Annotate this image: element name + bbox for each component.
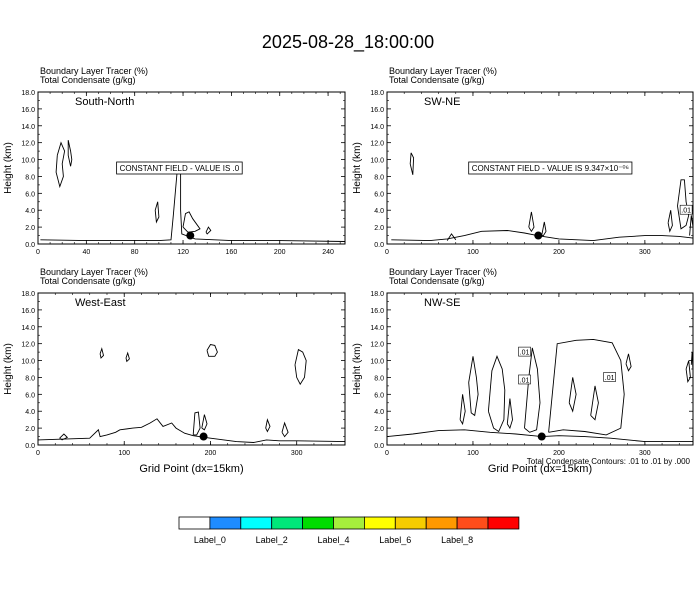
y-tick-label: 2.0 bbox=[25, 426, 35, 434]
colorbar-swatch bbox=[303, 517, 334, 529]
colorbar-label: Label_4 bbox=[317, 535, 350, 545]
x-tick-label: 160 bbox=[225, 249, 238, 256]
colorbar-swatch bbox=[334, 517, 365, 529]
contour-line bbox=[126, 353, 129, 361]
y-tick-label: 4.0 bbox=[25, 208, 35, 216]
y-tick-label: 18.0 bbox=[370, 90, 384, 97]
cross-section-label: South-North bbox=[75, 96, 135, 108]
y-tick-label: 14.0 bbox=[370, 123, 384, 131]
y-tick-label: 12.0 bbox=[370, 341, 384, 349]
y-tick-label: 14.0 bbox=[21, 123, 35, 131]
contour-line bbox=[690, 215, 693, 235]
panel-top-left bbox=[3, 66, 345, 256]
y-tick-label: 16.0 bbox=[370, 307, 384, 315]
contour-label-text: .01 bbox=[681, 207, 691, 215]
y-axis-title: Height (km) bbox=[3, 343, 14, 395]
panel-header-line2: Total Condensate (g/kg) bbox=[389, 75, 485, 85]
y-tick-label: 4.0 bbox=[25, 409, 35, 417]
contour-line bbox=[193, 412, 200, 435]
contour-label bbox=[519, 347, 531, 357]
y-tick-label: 0.0 bbox=[25, 242, 35, 249]
contour-line bbox=[626, 354, 631, 371]
y-tick-label: 10.0 bbox=[370, 358, 384, 366]
x-tick-label: 200 bbox=[273, 249, 286, 256]
contour-line bbox=[295, 350, 306, 385]
panel-header-line2: Total Condensate (g/kg) bbox=[40, 276, 136, 286]
contour-line bbox=[525, 348, 541, 432]
y-tick-label: 10.0 bbox=[21, 358, 35, 366]
y-tick-label: 12.0 bbox=[370, 140, 384, 148]
colorbar-label: Label_8 bbox=[441, 535, 474, 545]
contour-line bbox=[38, 419, 345, 443]
colorbar-label: Label_2 bbox=[255, 535, 288, 545]
contour-lines bbox=[40, 140, 345, 241]
y-tick-label: 0.0 bbox=[374, 242, 384, 249]
contour-lines bbox=[387, 339, 693, 441]
plot-frame bbox=[38, 293, 345, 445]
colorbar-legend bbox=[179, 517, 519, 545]
x-tick-label: 240 bbox=[322, 249, 334, 256]
colorbar-swatch bbox=[395, 517, 426, 529]
panel-bottom-left bbox=[3, 267, 345, 475]
y-tick-label: 2.0 bbox=[25, 225, 35, 233]
cross-section-label: SW-NE bbox=[424, 96, 461, 108]
plot-frame bbox=[387, 293, 693, 445]
contour-line bbox=[56, 143, 65, 187]
y-tick-label: 16.0 bbox=[21, 307, 35, 315]
y-tick-label: 10.0 bbox=[370, 157, 384, 165]
y-tick-label: 8.0 bbox=[374, 174, 384, 182]
x-tick-label: 80 bbox=[130, 249, 139, 256]
y-tick-label: 6.0 bbox=[25, 191, 35, 199]
y-tick-label: 2.0 bbox=[374, 426, 384, 434]
y-tick-label: 18.0 bbox=[21, 291, 35, 298]
y-axis-title: Height (km) bbox=[3, 142, 14, 194]
x-tick-label: 100 bbox=[118, 450, 131, 457]
contour-label bbox=[519, 375, 531, 385]
contour-line bbox=[206, 227, 211, 234]
x-axis-title: Grid Point (dx=15km) bbox=[139, 463, 244, 475]
y-tick-label: 2.0 bbox=[374, 225, 384, 233]
y-tick-label: 6.0 bbox=[374, 191, 384, 199]
contour-line bbox=[469, 356, 478, 415]
contour-line bbox=[207, 345, 217, 357]
colorbar-swatch bbox=[364, 517, 395, 529]
colorbar-swatch bbox=[457, 517, 488, 529]
y-tick-label: 4.0 bbox=[374, 208, 384, 216]
contour-label-text: .01 bbox=[604, 374, 615, 382]
contour-line bbox=[202, 415, 207, 430]
contour-line bbox=[569, 377, 576, 411]
constant-field-box bbox=[117, 162, 243, 174]
contour-line bbox=[410, 153, 413, 175]
location-marker bbox=[534, 232, 542, 240]
y-tick-label: 8.0 bbox=[25, 375, 35, 383]
contour-line bbox=[183, 212, 200, 232]
colorbar-swatch bbox=[488, 517, 519, 529]
constant-field-text: CONSTANT FIELD - VALUE IS 9.347×10⁻⁰⁶ bbox=[471, 164, 629, 173]
colorbar-swatch bbox=[179, 517, 210, 529]
y-tick-label: 12.0 bbox=[21, 140, 35, 148]
panel-header-line1: Boundary Layer Tracer (%) bbox=[40, 66, 149, 76]
x-axis-title: Grid Point (dx=15km) bbox=[487, 463, 593, 475]
x-tick-label: 200 bbox=[204, 450, 217, 457]
x-tick-label: 0 bbox=[36, 450, 40, 457]
y-tick-label: 16.0 bbox=[21, 106, 35, 114]
y-tick-label: 8.0 bbox=[25, 174, 35, 182]
contour-line bbox=[507, 399, 512, 429]
colorbar-swatch bbox=[426, 517, 457, 529]
contour-line bbox=[686, 361, 690, 382]
contour-label bbox=[604, 372, 616, 382]
panel-header-line2: Total Condensate (g/kg) bbox=[40, 75, 136, 85]
contour-line bbox=[266, 420, 270, 432]
panels bbox=[3, 66, 693, 475]
x-tick-label: 200 bbox=[553, 249, 565, 256]
y-tick-label: 8.0 bbox=[374, 375, 384, 383]
y-tick-label: 4.0 bbox=[374, 409, 384, 417]
contour-line bbox=[488, 356, 504, 431]
y-tick-label: 18.0 bbox=[21, 90, 35, 97]
y-tick-label: 0.0 bbox=[25, 443, 35, 450]
panel-top-right bbox=[352, 66, 693, 256]
y-tick-label: 6.0 bbox=[25, 392, 35, 400]
x-tick-label: 300 bbox=[639, 450, 651, 457]
colorbar-swatch bbox=[272, 517, 303, 529]
y-tick-label: 18.0 bbox=[370, 291, 384, 298]
colorbar-swatch bbox=[210, 517, 241, 529]
contour-label-text: .01 bbox=[519, 377, 530, 385]
contour-label bbox=[680, 205, 692, 215]
constant-field-box bbox=[469, 162, 632, 174]
location-marker bbox=[538, 433, 546, 441]
y-tick-label: 16.0 bbox=[370, 106, 384, 114]
location-marker bbox=[200, 433, 208, 441]
contour-line bbox=[549, 339, 625, 435]
contour-line bbox=[542, 222, 546, 236]
constant-field-text: CONSTANT FIELD - VALUE IS .0 bbox=[119, 164, 240, 173]
y-tick-label: 6.0 bbox=[374, 392, 384, 400]
colorbar-swatch bbox=[241, 517, 272, 529]
x-tick-label: 300 bbox=[639, 249, 651, 256]
panel-header-line1: Boundary Layer Tracer (%) bbox=[40, 267, 149, 277]
y-axis-title: Height (km) bbox=[352, 142, 363, 194]
contour-line bbox=[591, 386, 599, 420]
y-tick-label: 0.0 bbox=[374, 443, 384, 450]
x-tick-label: 300 bbox=[290, 450, 303, 457]
contour-line bbox=[100, 349, 103, 358]
panel-header-line1: Boundary Layer Tracer (%) bbox=[389, 66, 498, 76]
x-tick-label: 40 bbox=[82, 249, 91, 256]
colorbar-label: Label_6 bbox=[379, 535, 412, 545]
cross-section-label: West-East bbox=[75, 297, 126, 309]
contour-line bbox=[678, 180, 689, 229]
panel-bottom-right bbox=[352, 267, 693, 475]
x-tick-label: 200 bbox=[553, 450, 565, 457]
y-axis-title: Height (km) bbox=[352, 343, 363, 395]
y-tick-label: 12.0 bbox=[21, 341, 35, 349]
contour-line bbox=[155, 202, 159, 222]
x-tick-label: 100 bbox=[467, 249, 479, 256]
contour-line bbox=[668, 210, 672, 231]
x-tick-label: 120 bbox=[177, 249, 189, 256]
page-title: 2025-08-28_18:00:00 bbox=[261, 32, 435, 52]
panel-header-line2: Total Condensate (g/kg) bbox=[389, 276, 485, 286]
panel-header-line1: Boundary Layer Tracer (%) bbox=[389, 267, 498, 277]
x-tick-label: 0 bbox=[385, 249, 389, 256]
x-tick-label: 100 bbox=[467, 450, 479, 457]
location-marker bbox=[186, 232, 194, 240]
x-tick-label: 0 bbox=[385, 450, 389, 457]
contour-label-text: .01 bbox=[519, 349, 530, 357]
contour-line bbox=[460, 394, 465, 424]
cross-section-label: NW-SE bbox=[424, 297, 461, 309]
contour-line bbox=[529, 212, 534, 231]
contour-info-note: Total Condensate Contours: .01 to .01 by .000 bbox=[526, 457, 690, 466]
y-tick-label: 14.0 bbox=[21, 324, 35, 332]
contour-line bbox=[68, 140, 72, 166]
colorbar-label: Label_0 bbox=[193, 535, 226, 545]
x-tick-label: 0 bbox=[36, 249, 40, 256]
y-tick-label: 14.0 bbox=[370, 324, 384, 332]
contour-line bbox=[282, 423, 288, 437]
contour-lines bbox=[38, 345, 345, 443]
y-tick-label: 10.0 bbox=[21, 157, 35, 165]
